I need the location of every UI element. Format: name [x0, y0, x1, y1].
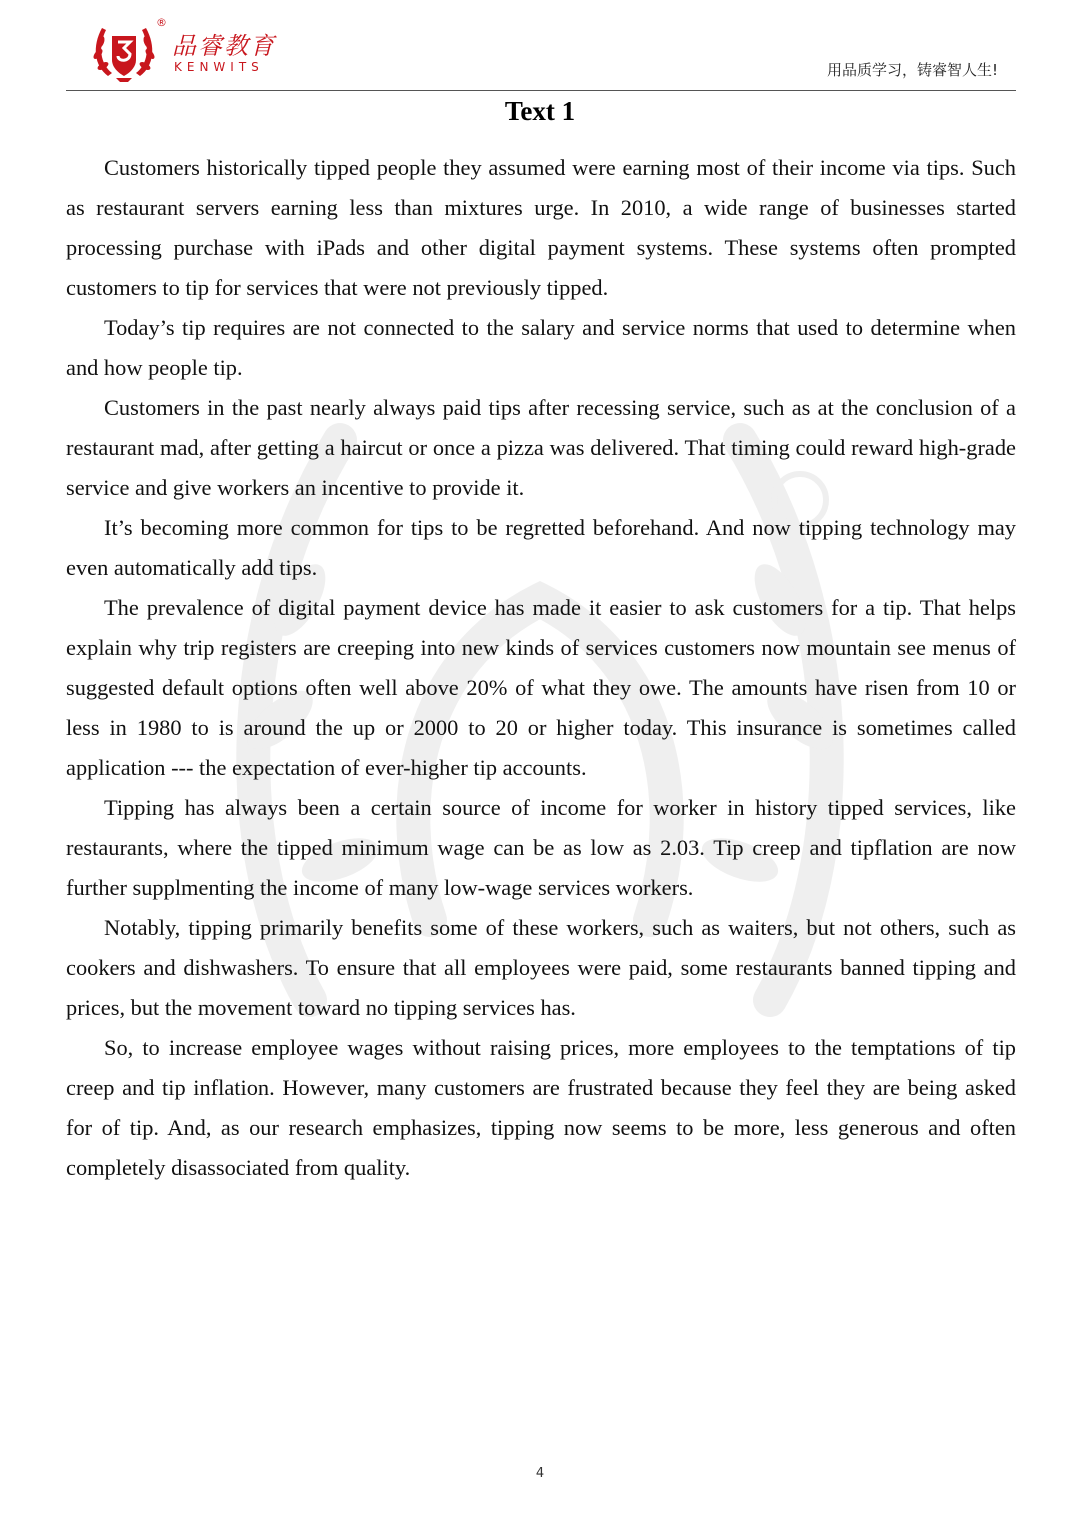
- brand-name-english: KENWITS: [174, 60, 264, 74]
- paragraph: Notably, tipping primarily benefits some of these workers, such as waiters, but not others, such as cookers and dishwashers. To ensure that all employees were paid, some restaurants banned tipping and prices, but the movement toward no tipping services has.: [66, 915, 1016, 1020]
- document-body: [66, 148, 1016, 1188]
- header-slogan: 用品质学习，铸睿智人生!: [826, 61, 998, 79]
- paragraph: It’s becoming more common for tips to be regretted beforehand. And now tipping technology may even automatically add tips.: [66, 515, 1016, 580]
- kenwits-logo-icon: [88, 18, 160, 84]
- document-title: Text 1: [504, 96, 576, 126]
- paragraph: The prevalence of digital payment device has made it easier to ask customers for a tip. That helps explain why trip registers are creeping into new kinds of services customers now mountain see menus of suggested default options often well above 20% of what they owe. The amounts have risen from 10 or less in 1980 to is around the up or 2000 to 20 or higher today. This insurance is sometimes called application --- the expectation of ever-higher tip accounts.: [66, 595, 1016, 780]
- page-number: 4: [535, 1466, 545, 1481]
- paragraph: Today’s tip requires are not connected to the salary and service norms that used to determine when and how people tip.: [66, 315, 1016, 380]
- paragraph: Customers historically tipped people they assumed were earning most of their income via tips. Such as restaurant servers earning less than mixtures urge. In 2010, a wide range of businesses started processing purchase with iPads and other digital payment systems. These systems often prompted customers to tip for services that were not previously tipped.: [66, 155, 1016, 300]
- paragraph: So, to increase employee wages without raising prices, more employees to the temptations of tip creep and tip inflation. However, many customers are frustrated because they feel they are being asked for of tip. And, as our research emphasizes, tipping now seems to be more, less generous and often completely disassociated from quality.: [66, 1035, 1016, 1180]
- registered-mark: ®: [156, 16, 167, 29]
- page-header: [66, 18, 1016, 91]
- paragraph: Tipping has always been a certain source of income for worker in history tipped services, like restaurants, where the tipped minimum wage can be as low as 2.03. Tip creep and tipflation are now further supplmenting the income of many low-wage services workers.: [66, 795, 1016, 900]
- paragraph: Customers in the past nearly always paid tips after recessing service, such as at the conclusion of a restaurant mad, after getting a haircut or once a pizza was delivered. That timing could reward high-grade service and give workers an incentive to provide it.: [66, 395, 1016, 500]
- brand-name-chinese: 品睿教育: [172, 32, 276, 60]
